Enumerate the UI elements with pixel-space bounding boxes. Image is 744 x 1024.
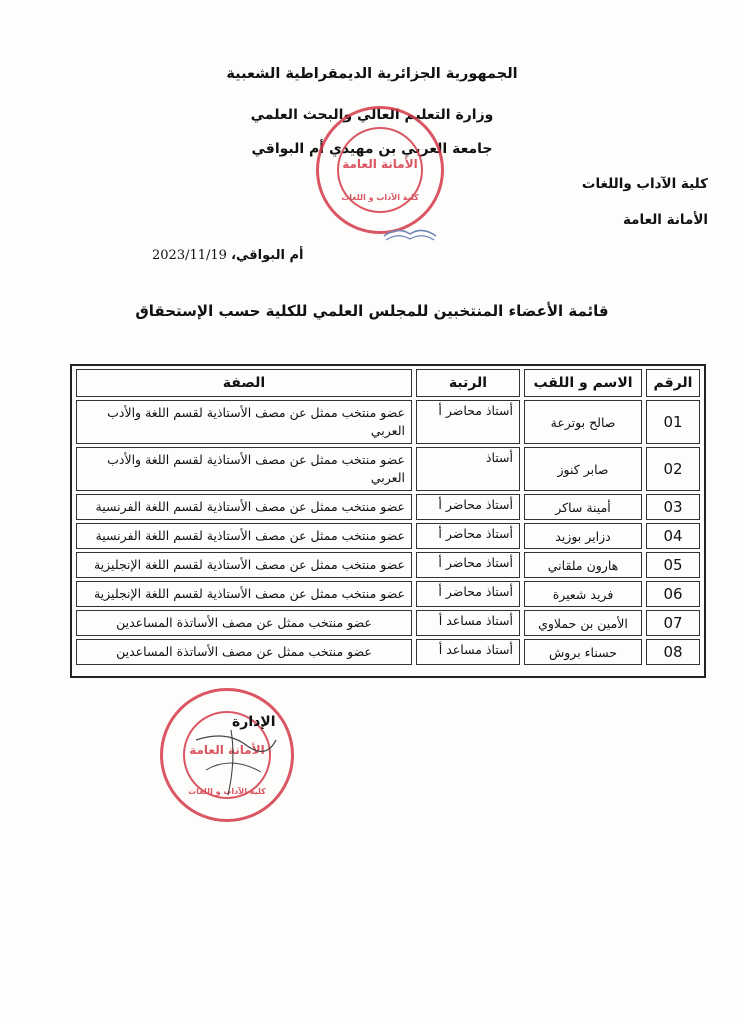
table-row: [76, 400, 700, 444]
table-row: [76, 494, 700, 520]
secretariat-line: الأمانة العامة: [623, 212, 708, 228]
row-name: صالح بوترعة: [524, 400, 642, 444]
row-rank: أستاذ مساعد أ: [416, 610, 520, 636]
ministry-heading: وزارة التعليم العالي والبحث العلمي: [250, 107, 494, 123]
row-name: أمينة ساكر: [524, 494, 642, 520]
row-role: عضو منتخب ممثل عن مصف الأستاذية لقسم اللغة والأدب العربي: [76, 447, 412, 491]
row-rank: أستاذ محاضر أ: [416, 400, 520, 444]
row-num: 01: [646, 400, 700, 444]
table-row: [76, 581, 700, 607]
row-name: دزاير بوزيد: [524, 523, 642, 549]
row-role: عضو منتخب ممثل عن مصف الأستاذية لقسم اللغة الإنجليزية: [76, 581, 412, 607]
row-name: هارون ملقاني: [524, 552, 642, 578]
row-rank: أستاذ محاضر أ: [416, 523, 520, 549]
stamp-top-text: الأمانة العامة: [342, 157, 418, 171]
table-row: [76, 447, 700, 491]
row-role: عضو منتخب ممثل عن مصف الأستاذية لقسم اللغة والأدب العربي: [76, 400, 412, 444]
row-role: عضو منتخب ممثل عن مصف الأستاذية لقسم اللغة الفرنسية: [76, 494, 412, 520]
stamp-top-bottom-text: كلية الآداب و اللغات: [341, 193, 419, 202]
row-name: فريد شعيرة: [524, 581, 642, 607]
republic-heading: الجمهورية الجزائرية الديمقراطية الشعبية: [226, 66, 518, 82]
document-title: قائمة الأعضاء المنتخبين للمجلس العلمي للكلية حسب الإستحقاق: [135, 302, 609, 320]
members-table: [70, 364, 706, 678]
university-heading: جامعة العربي بن مهيدي أم البواقي: [251, 141, 493, 157]
row-name: صابر كنوز: [524, 447, 642, 491]
row-rank: أستاذ محاضر أ: [416, 581, 520, 607]
row-num: 03: [646, 494, 700, 520]
table-row: [76, 639, 700, 665]
row-num: 05: [646, 552, 700, 578]
stamp-bottom-bottom-text: كلية الآداب و اللغات: [188, 787, 266, 796]
date-line: [152, 248, 303, 263]
header-name: الاسم و اللقب: [524, 369, 642, 397]
row-num: 08: [646, 639, 700, 665]
table-row: [76, 523, 700, 549]
row-role: عضو منتخب ممثل عن مصف الأستاذية لقسم اللغة الإنجليزية: [76, 552, 412, 578]
row-rank: أستاذ محاضر أ: [416, 552, 520, 578]
row-rank: أستاذ مساعد أ: [416, 639, 520, 665]
faculty-line: كلية الآداب واللغات: [581, 176, 708, 192]
row-rank: أستاذ محاضر أ: [416, 494, 520, 520]
header-num: الرقم: [646, 369, 700, 397]
date-place: أم البواقي،: [231, 248, 304, 263]
row-num: 07: [646, 610, 700, 636]
row-rank: أستاذ: [416, 447, 520, 491]
stamp-bottom-text: الأمانة العامة: [189, 743, 265, 757]
row-name: الأمين بن حملاوي: [524, 610, 642, 636]
row-num: 04: [646, 523, 700, 549]
row-name: حسناء بروش: [524, 639, 642, 665]
table-row: [76, 552, 700, 578]
date-value: 2023/11/19: [152, 248, 227, 263]
signature-label: الإدارة: [232, 714, 276, 730]
header-role: الصفة: [76, 369, 412, 397]
row-role: عضو منتخب ممثل عن مصف الأستاذية لقسم اللغة الفرنسية: [76, 523, 412, 549]
row-role: عضو منتخب ممثل عن مصف الأساتذة المساعدين: [76, 610, 412, 636]
table-row: [76, 610, 700, 636]
row-role: عضو منتخب ممثل عن مصف الأساتذة المساعدين: [76, 639, 412, 665]
header-rank: الرتبة: [416, 369, 520, 397]
signature-scribble: [176, 700, 286, 810]
row-num: 02: [646, 447, 700, 491]
row-num: 06: [646, 581, 700, 607]
official-stamp-top: [316, 106, 444, 234]
book-emblem: [380, 222, 440, 244]
